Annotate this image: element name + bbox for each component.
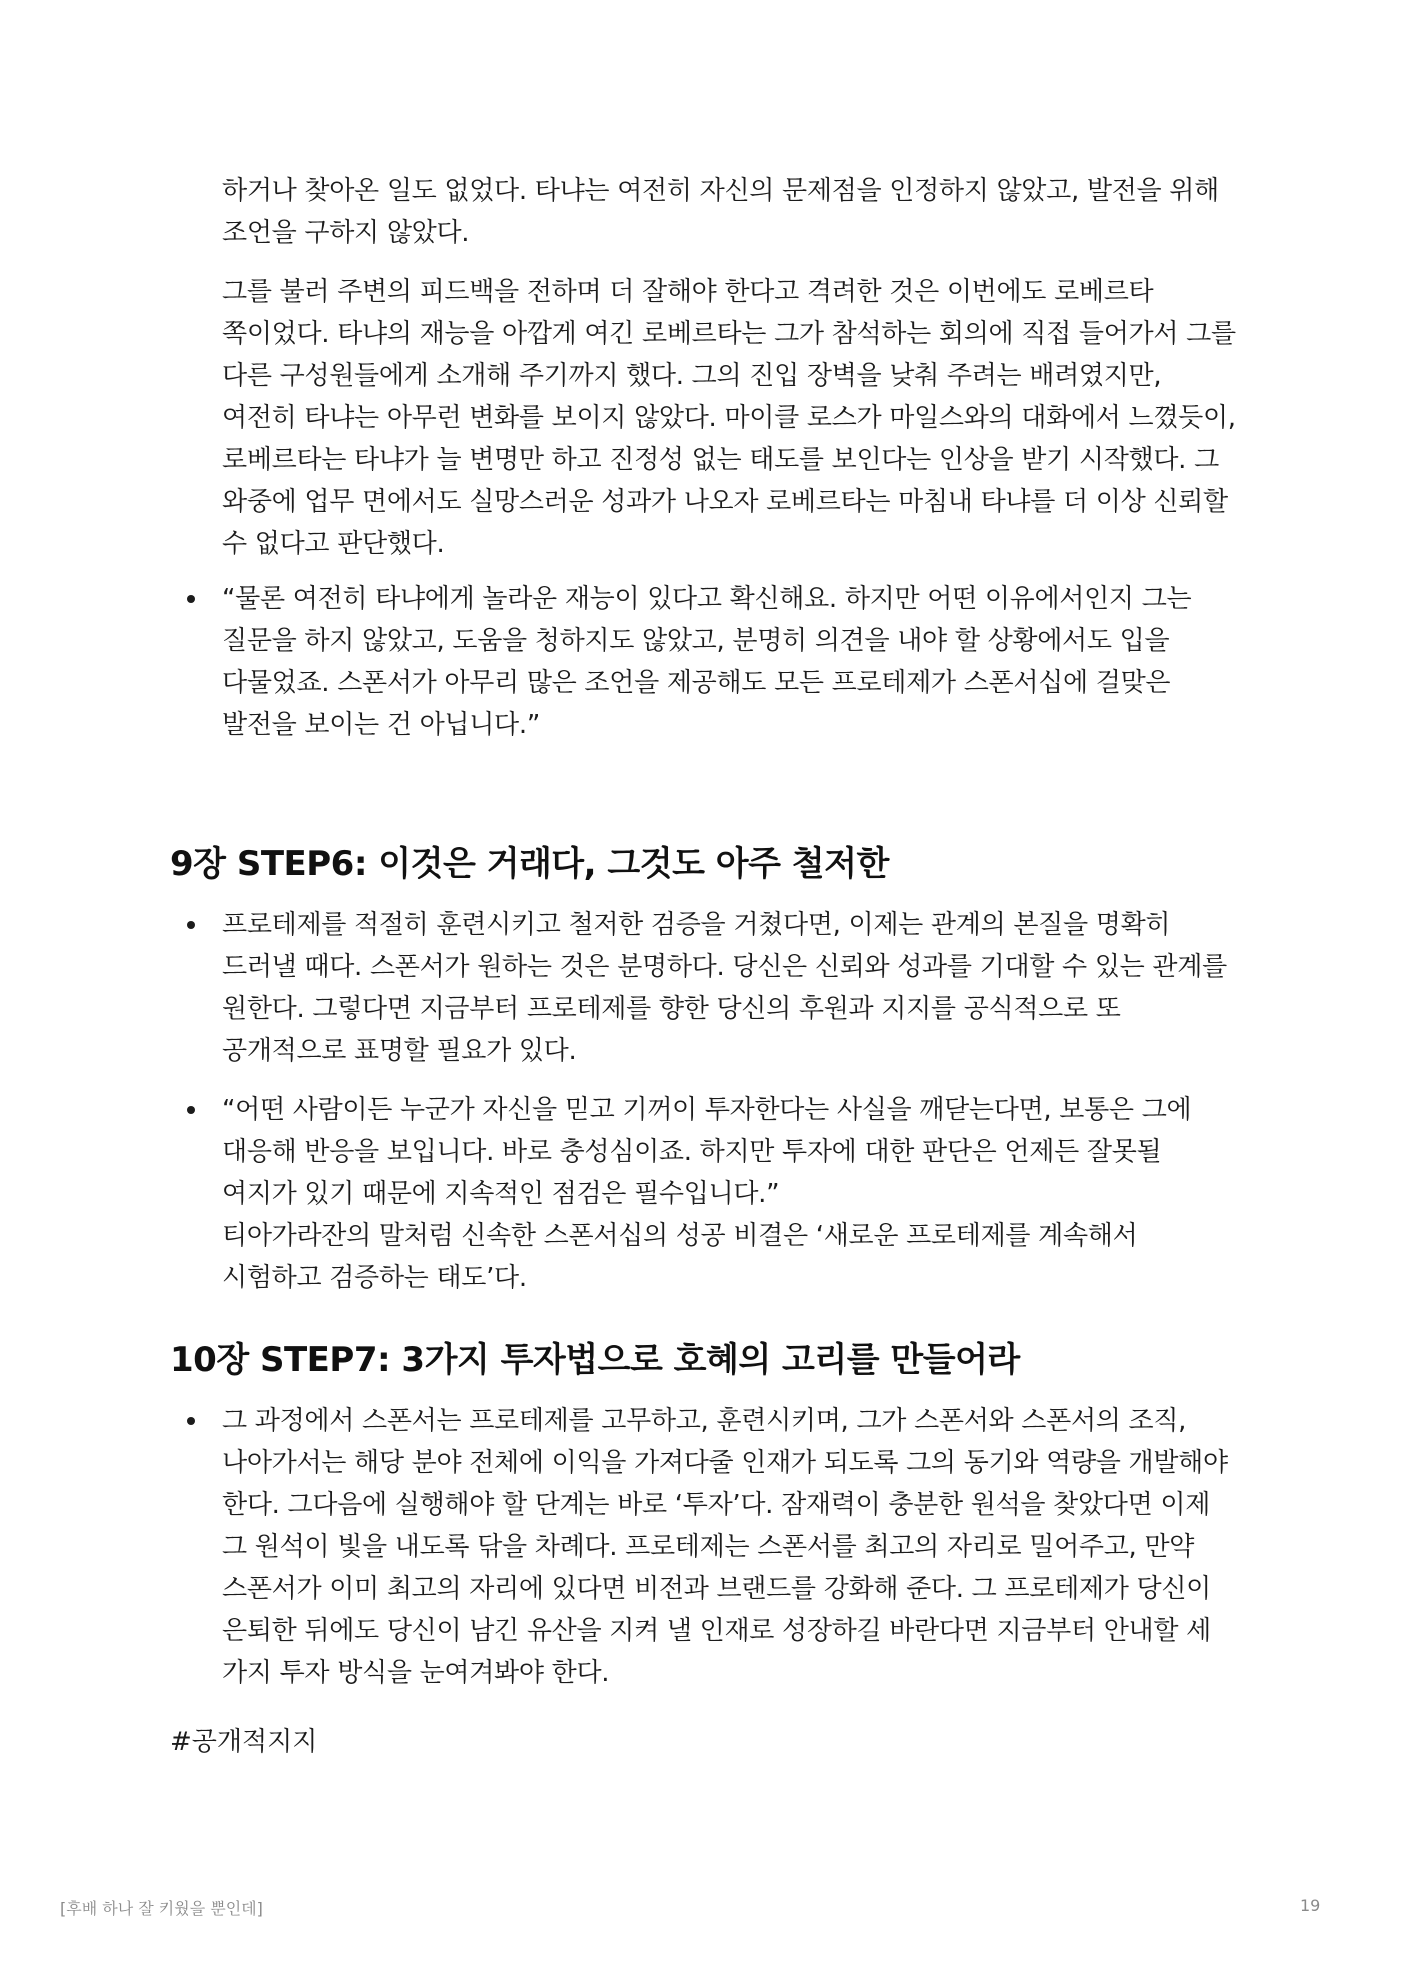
footer-page-number: 19 (1300, 1896, 1321, 1915)
section-10-heading: 10장 STEP7: 3가지 투자법으로 호혜의 고리를 만들어라 (170, 1340, 1020, 1380)
bullet-dot-icon (187, 921, 195, 929)
section-10-bullet-1: 그 과정에서 스폰서는 프로테제를 고무하고, 훈련시키며, 그가 스폰서와 스폰서의 조직, 나아가서는 해당 분야 전체에 이익을 가져다줄 인재가 되도록 그의 동기와 역량을 개발해야 한다. 그다음에 실행해야 할 단계는 바로 ‘투자’다. 잠재력이 충분한 원석을 찾았다면 이제 그 원석이 빛을 내도록 닦을 차례다. 프로테제는 스폰서를 최고의 자리로 밀어주고, 만약 스폰서가 이미 최고의 자리에 있다면 비전과 브랜드를 강화해 준다. 그 프로테제가 당신이 은퇴한 뒤에도 당신이 남긴 유산을 지켜 낼 인재로 성장하길 바란다면 지금부터 안내할 세 가지 투자 방식을 눈여겨봐야 한다. (222, 1406, 1228, 1688)
list-item (170, 1400, 1242, 1694)
intro-paragraph-2: 그를 불러 주변의 피드백을 전하며 더 잘해야 한다고 격려한 것은 이번에도 로베르타 쪽이었다. 타냐의 재능을 아깝게 여긴 로베르타는 그가 참석하는 회의에 직접 들어가서 그를 다른 구성원들에게 소개해 주기까지 했다. 그의 진입 장벽을 낮춰 주려는 배려였지만, 여전히 타냐는 아무런 변화를 보이지 않았다. 마이클 로스가 마일스와의 대화에서 느꼈듯이, 로베르타는 타냐가 늘 변명만 하고 진정성 없는 태도를 보인다는 인상을 받기 시작했다. 그 와중에 업무 면에서도 실망스러운 성과가 나오자 로베르타는 마침내 타냐를 더 이상 신뢰할 수 없다고 판단했다. (222, 277, 1236, 559)
quote-paragraph: “물론 여전히 타냐에게 놀라운 재능이 있다고 확신해요. 하지만 어떤 이유에서인지 그는 질문을 하지 않았고, 도움을 청하지도 않았고, 분명히 의견을 내야 할 상황에서도 입을 다물었죠. 스폰서가 아무리 많은 조언을 제공해도 모든 프로테제가 스폰서십에 걸맞은 발전을 보이는 건 아닙니다.” (222, 584, 1192, 740)
section-9-heading: 9장 STEP6: 이것은 거래다, 그것도 아주 철저한 (170, 844, 889, 884)
bullet-dot-icon (187, 595, 195, 603)
footer-book-title: [후배 하나 잘 키웠을 뿐인데] (60, 1899, 263, 1918)
list-item (170, 1089, 1242, 1299)
intro-paragraph-1: 하거나 찾아온 일도 없었다. 타냐는 여전히 자신의 문제점을 인정하지 않았고, 발전을 위해 조언을 구하지 않았다. (222, 176, 1219, 248)
bullet-dot-icon (187, 1106, 195, 1114)
bullet-dot-icon (187, 1417, 195, 1425)
intro-block (222, 170, 1242, 582)
hashtag: #공개적지지 (170, 1727, 318, 1757)
section-9-list (170, 904, 1242, 1316)
list-item (170, 578, 1242, 746)
section-9-bullet-2-follow: 티아가라잔의 말처럼 신속한 스폰서십의 성공 비결은 ‘새로운 프로테제를 계속해서 시험하고 검증하는 태도’다. (222, 1221, 1138, 1293)
section-9-bullet-2-quote: “어떤 사람이든 누군가 자신을 믿고 기꺼이 투자한다는 사실을 깨닫는다면, 보통은 그에 대응해 반응을 보입니다. 바로 충성심이죠. 하지만 투자에 대한 판단은 언제든 잘못될 여지가 있기 때문에 지속적인 점검은 필수입니다.” (222, 1095, 1192, 1209)
list-item (170, 904, 1242, 1072)
section-10-list (170, 1400, 1242, 1711)
quote-list (170, 578, 1242, 763)
section-9-bullet-1: 프로테제를 적절히 훈련시키고 철저한 검증을 거쳤다면, 이제는 관계의 본질을 명확히 드러낼 때다. 스폰서가 원하는 것은 분명하다. 당신은 신뢰와 성과를 기대할 수 있는 관계를 원한다. 그렇다면 지금부터 프로테제를 향한 당신의 후원과 지지를 공식적으로 또 공개적으로 표명할 필요가 있다. (222, 910, 1227, 1066)
